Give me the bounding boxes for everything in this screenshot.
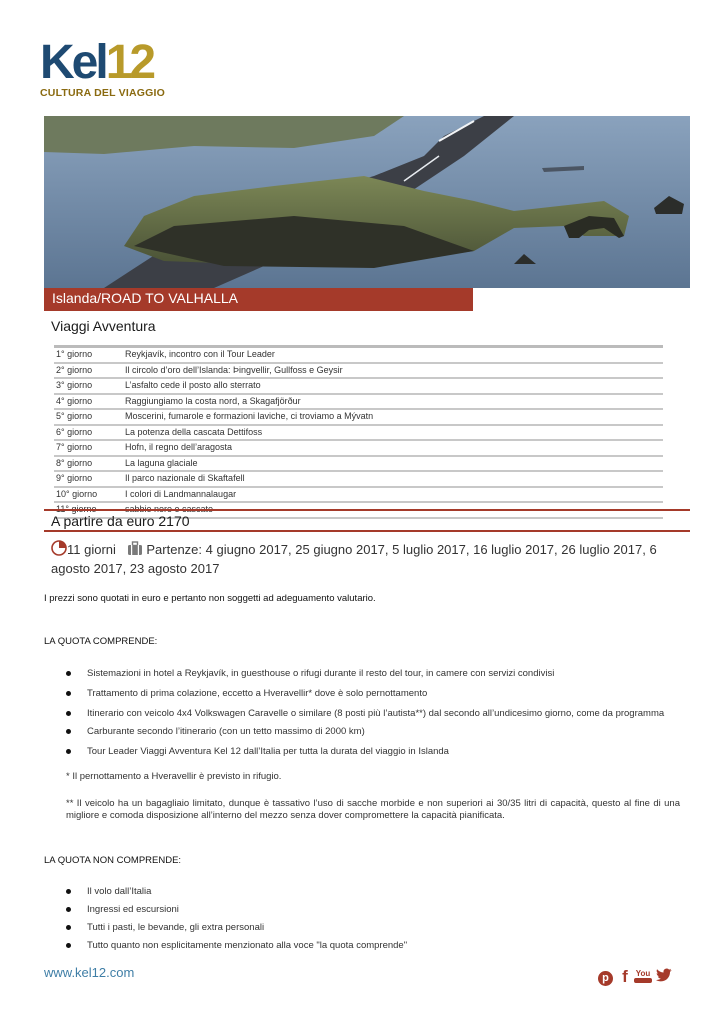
- list-item: Il volo dall’Italia: [64, 886, 694, 898]
- footnote-hveravellir: * Il pernottamento a Hveravellir è previsto in rifugio.: [66, 771, 282, 782]
- itinerary-row: 6° giorno La potenza della cascata Dettifoss: [54, 426, 663, 442]
- bullet: [66, 907, 71, 912]
- pinterest-icon[interactable]: p: [598, 971, 613, 986]
- bullet: [66, 711, 71, 716]
- price-note: I prezzi sono quotati in euro e pertanto non soggetti ad adeguamento valutario.: [44, 593, 376, 604]
- itinerary-row: 5° giorno Moscerini, fumarole e formazioni laviche, ci troviamo a Mývatn: [54, 410, 663, 426]
- hero-photo: [44, 116, 690, 288]
- bullet: [66, 889, 71, 894]
- starting-price: A partire da euro 2170: [51, 513, 190, 529]
- footnote-vehicle: ** Il veicolo ha un bagagliaio limitato, dunque è tassativo l’uso di sacche morbide e non superiori ai 30/35 litri di capacità, questo al fine di una migliore e comoda disposizione all’interno del mezzo senza dover compromettere la capacità pianificata.: [66, 798, 680, 821]
- list-item: Trattamento di prima colazione, eccetto a Hveravellir* dove è solo pernottamento: [64, 688, 694, 700]
- departure-dates: Partenze: 4 giugno 2017, 25 giugno 2017, 5 luglio 2017, 16 luglio 2017, 26 luglio 2017, 6 agosto 2017, 23 agosto 2017: [51, 542, 657, 576]
- bullet: [66, 943, 71, 948]
- bullet: [66, 729, 71, 734]
- website-link[interactable]: www.kel12.com: [44, 965, 135, 980]
- trip-title: Islanda/ROAD TO VALHALLA: [52, 290, 238, 306]
- logo-wordmark: Kel12: [40, 36, 154, 89]
- list-item: Itinerario con veicolo 4x4 Volkswagen Caravelle o similare (8 posti più l’autista**) dal secondo all’undicesimo giorno, come da programma: [64, 708, 694, 720]
- youtube-icon[interactable]: You: [634, 969, 652, 984]
- trip-title-bar: [44, 288, 473, 311]
- list-item: Tutto quanto non esplicitamente menzionato alla voce "la quota comprende": [64, 940, 694, 952]
- twitter-icon[interactable]: [656, 968, 672, 984]
- list-item: Carburante secondo l’itinerario (con un tetto massimo di 2000 km): [64, 726, 694, 738]
- includes-heading: LA QUOTA COMPRENDE:: [44, 636, 158, 647]
- list-item: Tour Leader Viaggi Avventura Kel 12 dall’Italia per tutta la durata del viaggio in Islanda: [64, 746, 694, 758]
- trip-duration: 11 giorni: [67, 542, 116, 557]
- excludes-heading: LA QUOTA NON COMPRENDE:: [44, 855, 182, 866]
- itinerary-row: 10° giorno I colori di Landmannalaugar: [54, 488, 663, 504]
- bullet: [66, 691, 71, 696]
- excludes-list: [64, 886, 694, 952]
- social-links: [598, 968, 678, 988]
- clock-icon: [51, 540, 67, 560]
- kel12-logo[interactable]: [40, 38, 170, 102]
- itinerary-table: [54, 345, 663, 519]
- itinerary-row: 9° giorno Il parco nazionale di Skaftafell: [54, 472, 663, 488]
- includes-list: [64, 668, 694, 758]
- price-bottom-rule: [44, 530, 690, 532]
- logo-tagline: CULTURA DEL VIAGGIO: [40, 87, 165, 99]
- price-top-rule: [44, 509, 690, 511]
- itinerary-row: 8° giorno La laguna glaciale: [54, 457, 663, 473]
- list-item: Sistemazioni in hotel a Reykjavík, in guesthouse o rifugi durante il resto del tour, in camere con servizi condivisi: [64, 668, 694, 680]
- bullet: [66, 671, 71, 676]
- itinerary-row: 1° giorno Reykjavík, incontro con il Tour Leader: [54, 348, 663, 364]
- facebook-icon[interactable]: f: [622, 967, 628, 986]
- bullet: [66, 749, 71, 754]
- list-item: Tutti i pasti, le bevande, gli extra personali: [64, 922, 694, 934]
- bullet: [66, 925, 71, 930]
- itinerary-row: 3° giorno L’asfalto cede il posto allo sterrato: [54, 379, 663, 395]
- youtube-tube-shape: [634, 978, 652, 983]
- trip-category: Viaggi Avventura: [51, 318, 156, 334]
- itinerary-row: 7° giorno Hofn, il regno dell’aragosta: [54, 441, 663, 457]
- itinerary-row: 4° giorno Raggiungiamo la costa nord, a Skagafjörður: [54, 395, 663, 411]
- trip-dates: [51, 540, 681, 577]
- list-item: Ingressi ed escursioni: [64, 904, 694, 916]
- suitcase-icon: [127, 541, 143, 560]
- itinerary-row: 2° giorno Il circolo d’oro dell’Islanda: Þingvellir, Gullfoss e Geysir: [54, 364, 663, 380]
